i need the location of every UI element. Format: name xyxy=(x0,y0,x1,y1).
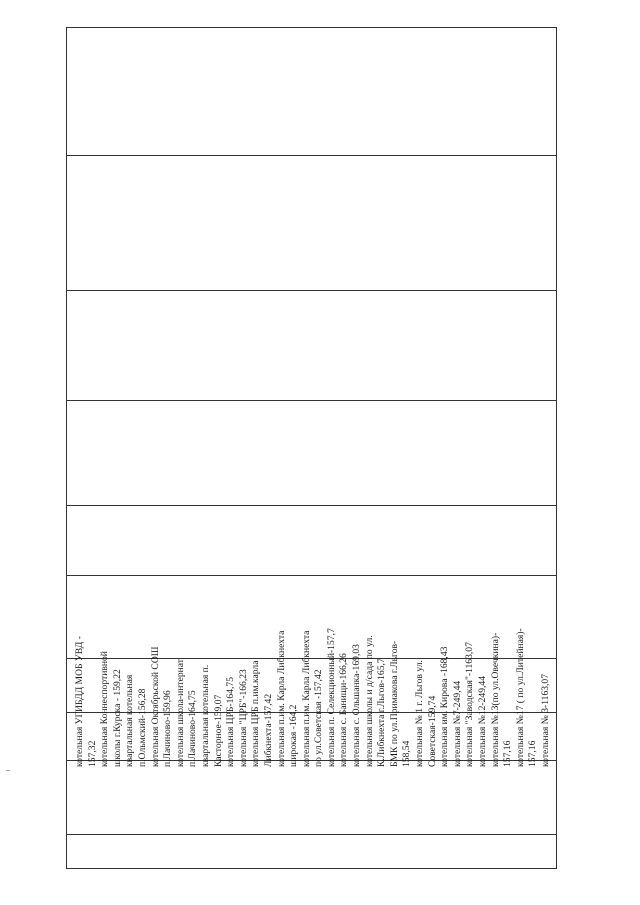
row-divider xyxy=(67,155,556,156)
boiler-line: 158,54 xyxy=(401,740,413,767)
boiler-line: котельная п.им. Карла Либкнехта xyxy=(275,630,287,767)
rotated-table xyxy=(66,27,557,869)
boiler-line: котельная №12-249,44 xyxy=(477,676,488,767)
boiler-line: котельная Октябрьской СОШ xyxy=(149,646,161,767)
boiler-line: котельная ЦРБ-164,75 xyxy=(225,676,237,767)
boiler-line: 157,16 xyxy=(527,740,539,767)
boiler-line: котельная школы и д/сада по ул. xyxy=(363,635,375,767)
boiler-line: Касторное-159,07 xyxy=(212,694,224,767)
boiler-line: К.Либкнехта г.Льгов-165,7 xyxy=(376,658,388,767)
boiler-line: котельная им. Кирова -168,43 xyxy=(439,646,451,767)
boiler-line: широкая -164,2 xyxy=(288,704,300,767)
boiler-line: Советская-159,74 xyxy=(426,695,438,767)
boiler-line: п.Ольмский-156,28 xyxy=(136,688,148,767)
margin-mark xyxy=(6,770,10,771)
boiler-line: котельная УГИБДД МОБ УВД - xyxy=(74,636,85,767)
boiler-line: котельная №7-249,44 xyxy=(451,680,463,767)
boiler-line: 157,16 xyxy=(502,740,514,767)
boiler-line: котельная п.им. Карла Либкнехта xyxy=(300,630,312,767)
boiler-line: котельная с. Ольшанка-169,03 xyxy=(351,644,363,767)
row-divider xyxy=(67,834,556,835)
boiler-line: котельная "ЦРБ"-166,23 xyxy=(237,669,249,767)
boiler-line: квартальная котельная xyxy=(124,674,136,767)
boiler-line: котельная №17 ( по ул.Литейная)- xyxy=(514,628,526,767)
boiler-line: котельная п. Селекционный-157,7 xyxy=(325,628,337,767)
boiler-line: котельная "Заводская"-1163,07 xyxy=(464,642,476,767)
boiler-line: котельная Коннеспортивной xyxy=(99,651,111,767)
boiler-line: по ул.Советская -157,42 xyxy=(313,669,325,767)
boiler-line: котельная № 3-1163,07 xyxy=(539,673,551,767)
boiler-line: котельная № 1 г. Льгов ул. xyxy=(414,660,426,767)
boiler-list-text xyxy=(73,290,551,769)
boiler-line: школы г.Курска - 159,22 xyxy=(111,669,123,767)
boiler-line: 157,32 xyxy=(86,740,98,767)
boiler-line: п.Лачиново-164,75 xyxy=(187,690,199,767)
boiler-list-cell xyxy=(67,290,556,769)
boiler-line: п.Лачиново-159,96 xyxy=(162,690,174,767)
boiler-line: БМК по ул.Примакова г.Льгов- xyxy=(388,640,400,767)
boiler-line: квартальная котельная п. xyxy=(199,664,211,767)
boiler-line: Либкнехта-157,42 xyxy=(262,693,274,767)
boiler-line: котельная школа-интернат xyxy=(174,659,186,767)
boiler-line: котельная №13(по ул.Овечкина)- xyxy=(489,632,501,767)
boiler-line: котельная ЦРБ п.им.карла xyxy=(250,660,262,767)
boiler-line: котельная с. Банищи-166,26 xyxy=(338,653,350,767)
